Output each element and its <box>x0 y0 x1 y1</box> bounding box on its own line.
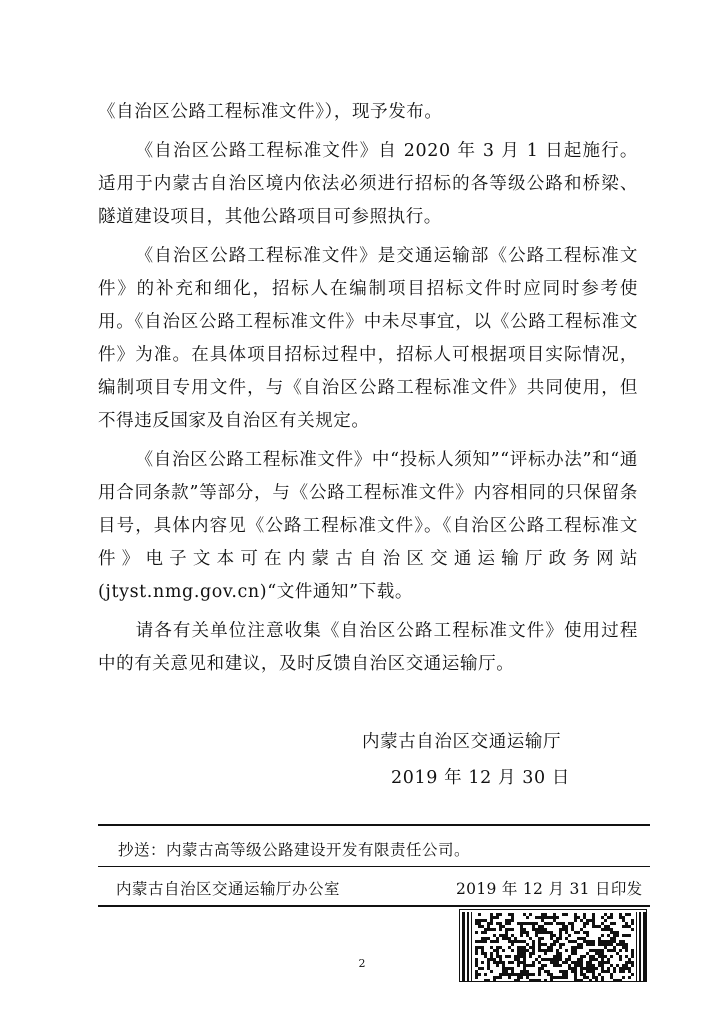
paragraph-relation: 《自治区公路工程标准文件》是交通运输部《公路工程标准文件》的补充和细化，招标人在编制项目招标文件时应同时参考使用。《自治区公路工程标准文件》中未尽事宜，以《公路工程标准文件》为准。在具体项目招标过程中，招标人可根据项目实际情况，编制项目专用文件，与《自治区公路工程标准文件》共同使用，但不得违反国家及自治区有关规定。 <box>98 246 638 431</box>
footer-top-rule <box>98 824 650 826</box>
paragraph-contents: 《自治区公路工程标准文件》中“投标人须知”“评标办法”和“通用合同条款”等部分，与《公路工程标准文件》内容相同的只保留条目号，具体内容见《公路工程标准文件》。《自治区公路工程标准文件》电子文本可在内蒙古自治区交通运输厅政务网站(jtyst.nmg.gov.cn)“文件通知”下载。 <box>98 450 638 602</box>
cc-line: 抄送：内蒙古高等级公路建设开发有限责任公司。 <box>118 841 471 859</box>
signature-organization: 内蒙古自治区交通运输厅 <box>362 732 562 752</box>
document-body <box>98 96 638 681</box>
footer-middle-rule <box>98 866 650 867</box>
footer-bottom-rule <box>98 905 650 907</box>
issuer-office: 内蒙古自治区交通运输厅办公室 <box>116 880 341 898</box>
barcode-graphic <box>460 910 647 982</box>
paragraph-effective-date: 《自治区公路工程标准文件》自 2020 年 3 月 1 日起施行。适用于内蒙古自治区境内依法必须进行招标的各等级公路和桥梁、隧道建设项目，其他公路项目可参照执行。 <box>98 141 638 227</box>
paragraph-feedback: 请各有关单位注意收集《自治区公路工程标准文件》使用过程中的有关意见和建议，及时反馈自治区交通运输厅。 <box>98 621 638 674</box>
barcode-image <box>459 909 647 982</box>
signature-date: 2019 年 12 月 30 日 <box>391 768 570 788</box>
paragraph-continuation: 《自治区公路工程标准文件》），现予发布。 <box>98 102 443 122</box>
issue-date: 2019 年 12 月 31 日印发 <box>456 880 643 898</box>
page-number: 2 <box>358 957 366 970</box>
